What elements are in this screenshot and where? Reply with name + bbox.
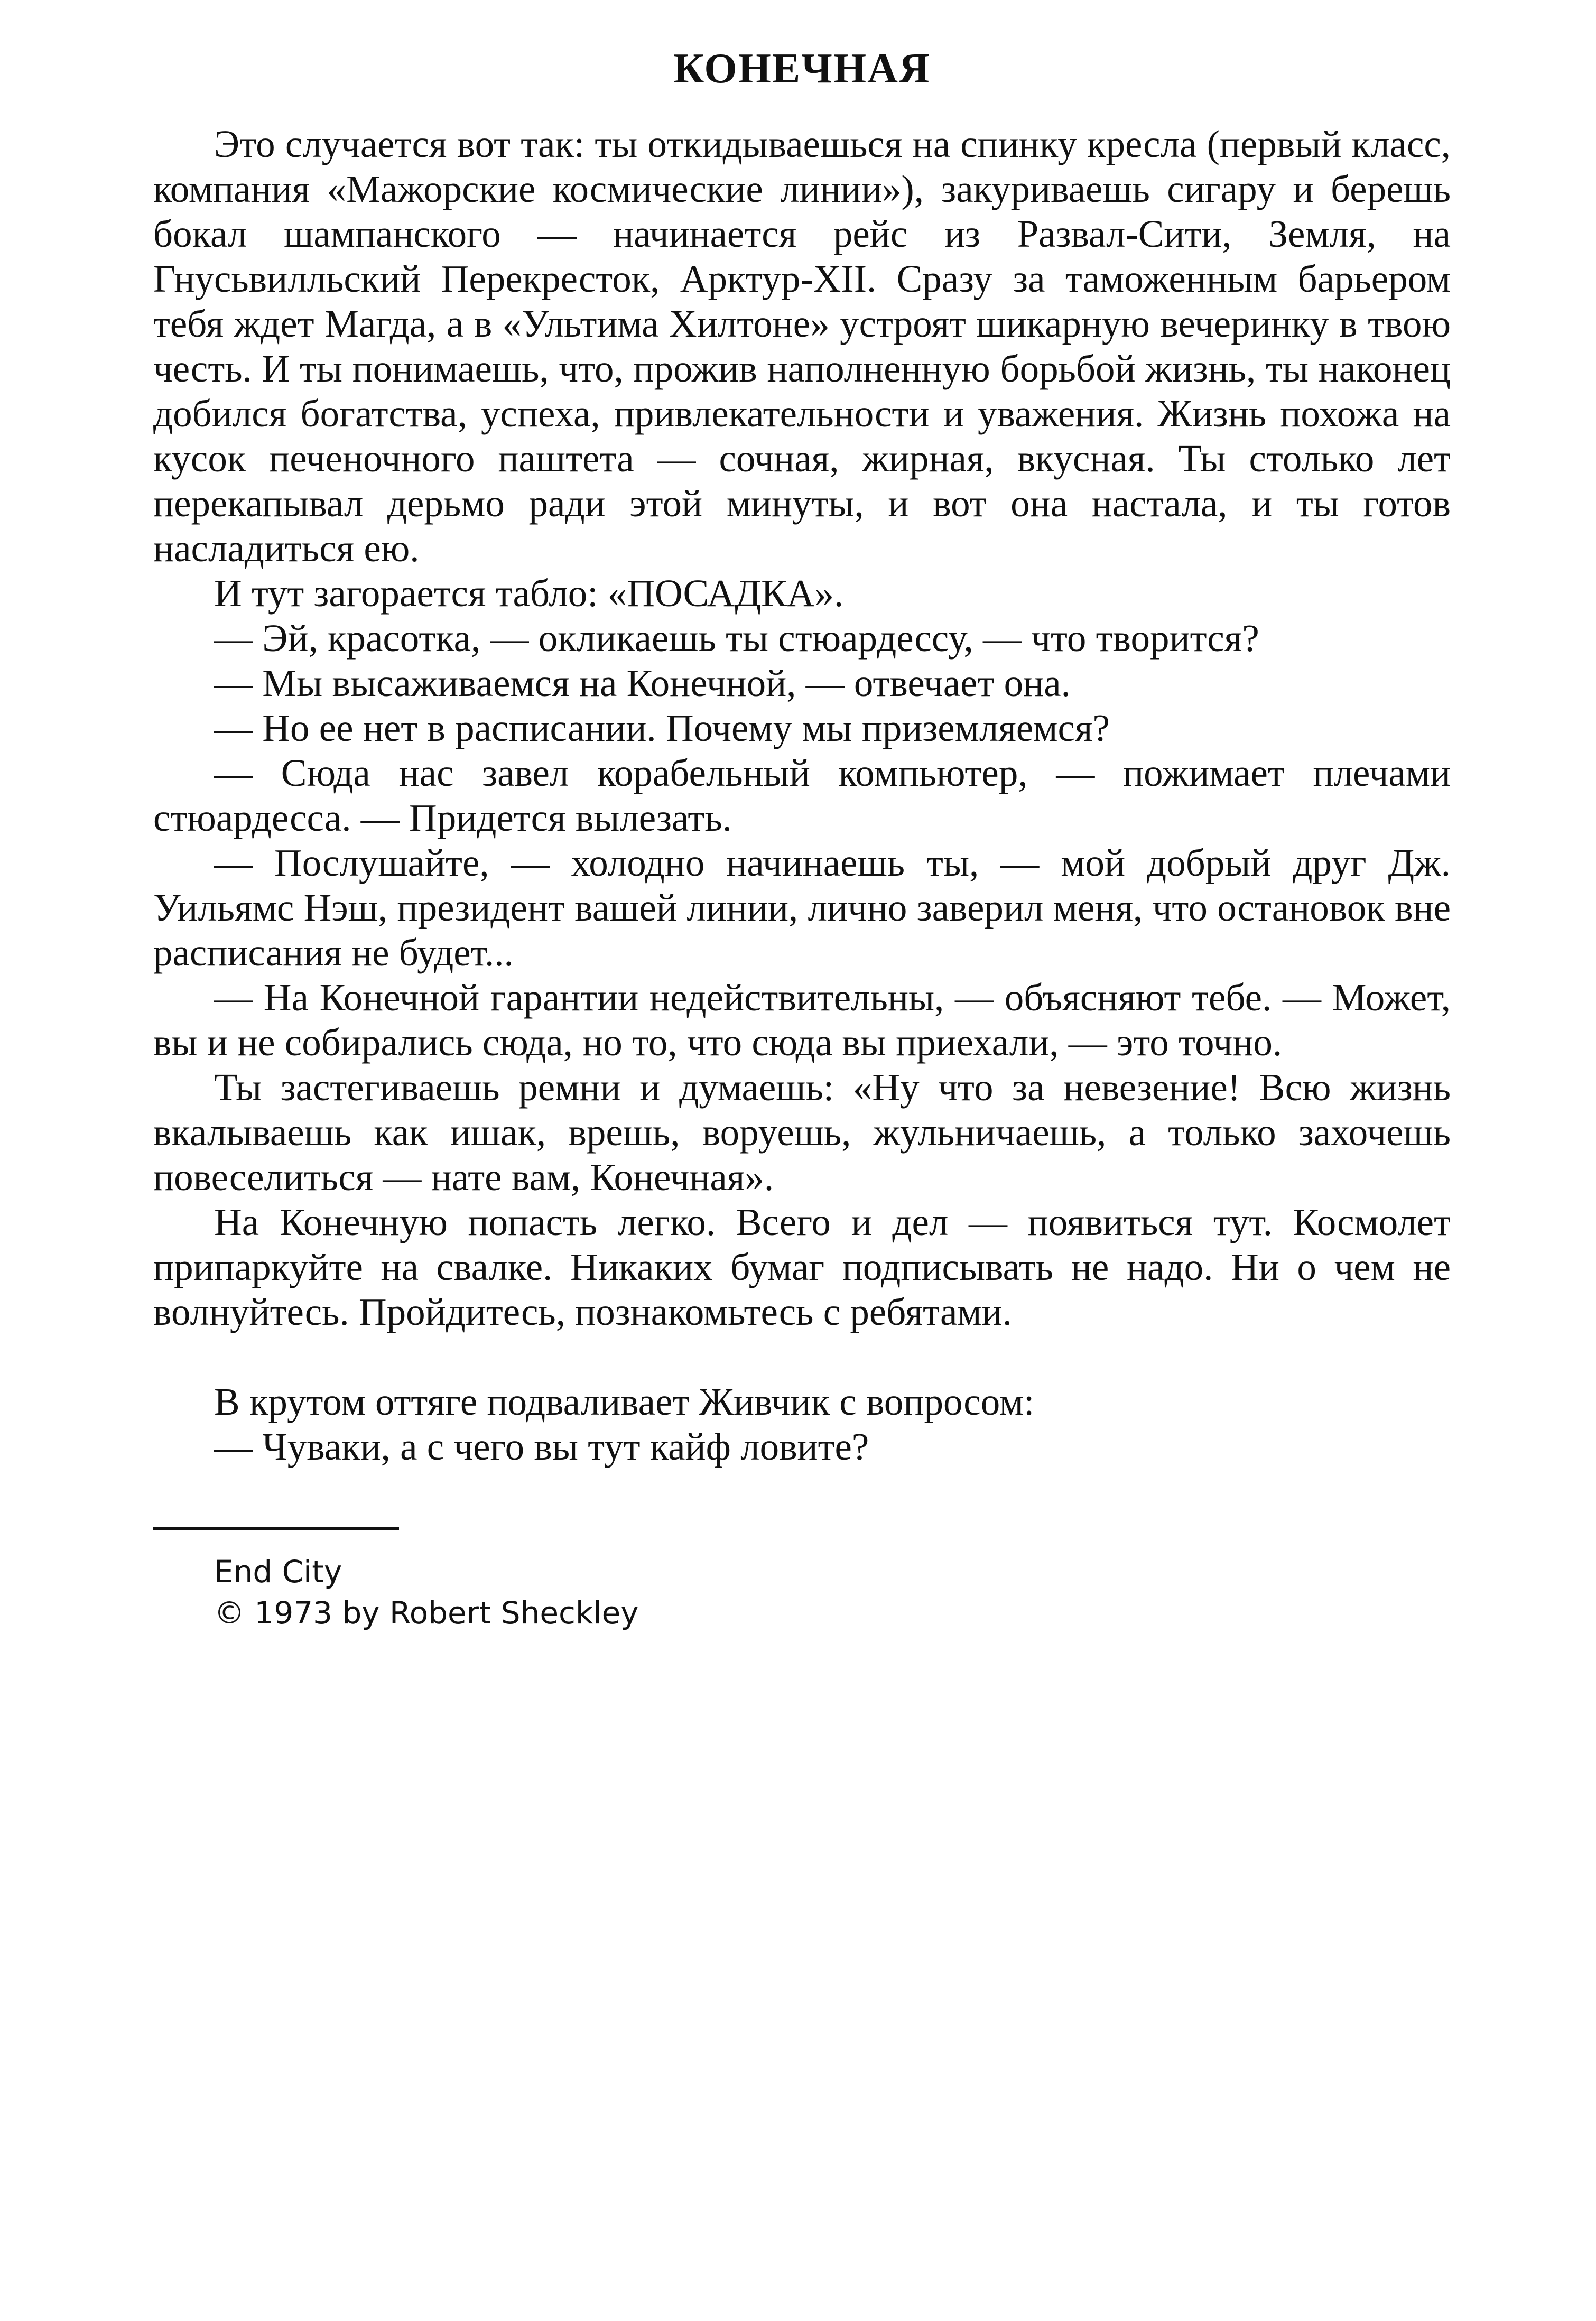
dialogue-line: — Мы высаживаемся на Конечной, — отвечает она. (214, 662, 1071, 704)
chapter-title: КОНЕЧНАЯ (673, 45, 931, 92)
paragraph: В крутом оттяге подваливает Живчик с вопросом: (214, 1380, 1035, 1423)
source-note (153, 1551, 1451, 1633)
paragraph: Это случается вот так: ты откидываешься на спинку кресла (первый класс, компания «Мажорские космические линии»), закуриваешь сигару и берешь бокал шампанского — начинается рейс из Развал-Сити, Земля, на Гнусьвилльский Перекресток, Арктур-XII. Сразу за таможенным барьером тебя ждет Магда, а в «Ультима Хилтоне» устроят шикарную вечеринку в твою честь. И ты понимаешь, что, прожив наполненную борьбой жизнь, ты наконец добился богатства, успеха, привлекательности и уважения. Жизнь похожа на кусок печеночного паштета — сочная, жирная, вкусная. Ты столько лет перекапывал дерьмо ради этой минуты, и вот она настала, и ты готов насладиться ею. (153, 123, 1451, 570)
original-title: End City (214, 1554, 342, 1590)
dialogue-line: — На Конечной гарантии недействительны, — объясняют тебе. — Может, вы и не собирались сюда, но то, что сюда вы приехали, — это точно. (153, 976, 1451, 1064)
dialogue-line: — Послушайте, — холодно начинаешь ты, — мой добрый друг Дж. Уильямс Нэш, президент вашей линии, лично заверил меня, что остановок вне расписания не будет... (153, 841, 1451, 974)
dialogue-line: — Эй, красотка, — окликаешь ты стюардессу, — что творится? (214, 617, 1259, 660)
dialogue-line: — Сюда нас завел корабельный компьютер, — пожимает плечами стюардесса. — Придется вылезать. (153, 751, 1451, 839)
footnote-divider (153, 1527, 399, 1530)
paragraph: На Конечную попасть легко. Всего и дел — появиться тут. Космолет припаркуйте на свалке. Никаких бумаг подписывать не надо. Ни о чем не волнуйтесь. Пройдитесь, познакомьтесь с ребятами. (153, 1201, 1451, 1333)
dialogue-line: — Чуваки, а с чего вы тут кайф ловите? (214, 1425, 869, 1468)
paragraph: Ты застегиваешь ремни и думаешь: «Ну что за невезение! Всю жизнь вкалываешь как ишак, врешь, воруешь, жульничаешь, а только захочешь повеселиться — нате вам, Конечная». (153, 1066, 1451, 1199)
copyright-line: © 1973 by Robert Sheckley (214, 1595, 639, 1631)
book-page (153, 45, 1451, 1633)
paragraph: И тут загорается табло: «ПОСАДКА». (214, 572, 844, 615)
dialogue-line: — Но ее нет в расписании. Почему мы приземляемся? (214, 707, 1110, 749)
story-text (153, 122, 1451, 1469)
